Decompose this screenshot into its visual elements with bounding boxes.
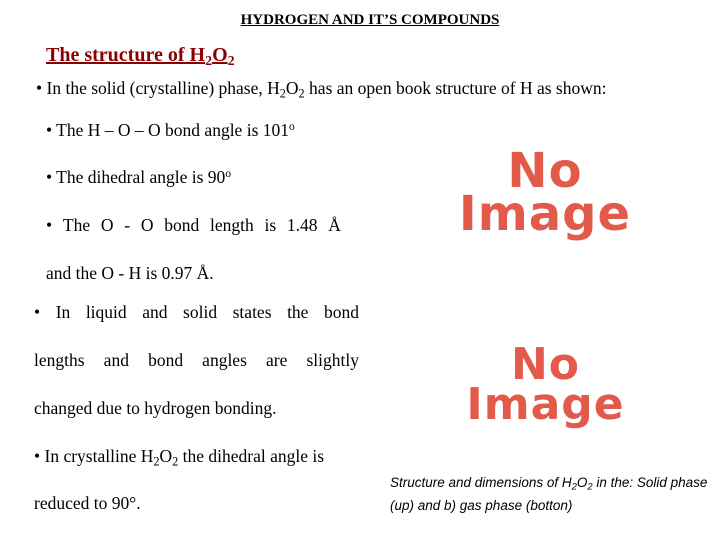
bond-lengths-angles-line: lengths and bond angles are slightly xyxy=(34,350,359,370)
placeholder-text: No xyxy=(510,339,581,390)
slide-header: HYDROGEN AND IT’S COMPOUNDS xyxy=(240,12,500,28)
image-placeholder-solid-phase xyxy=(455,143,635,243)
placeholder-text: No xyxy=(507,143,583,199)
bullet-solid-phase: • In the solid (crystalline) phase, $H_2O_2$ has an open book structure of H as shown: xyxy=(36,78,607,101)
bullet-dihedral-angle: • The dihedral angle is 90$^o$ xyxy=(46,167,231,187)
placeholder-text: Image xyxy=(458,186,632,243)
slide-title: The structure of $H_2O_2$ xyxy=(46,44,235,69)
bullet-bond-angle: • The H – O – O bond angle is 101$^o$ xyxy=(46,120,295,140)
bullet-liquid-solid-states: • In liquid and solid states the bond xyxy=(34,302,359,322)
reduced-dihedral-line: reduced to 90°. xyxy=(34,493,141,513)
oh-bond-length-line: and the O - H is 0.97 Å. xyxy=(46,263,214,283)
figure-caption: Structure and dimensions of $H_2O_2$ in the: Solid phase (up) and b) gas phase (botton) xyxy=(390,475,708,513)
bullet-crystalline-dihedral: • In crystalline $H_2O_2$ the dihedral angle is xyxy=(34,446,325,469)
image-placeholder-gas-phase xyxy=(458,339,633,430)
placeholder-text: Image xyxy=(466,378,625,430)
hydrogen-bonding-line: changed due to hydrogen bonding. xyxy=(34,398,277,418)
bullet-oo-bond-length: • The O - O bond length is 1.48 Å xyxy=(46,215,341,235)
